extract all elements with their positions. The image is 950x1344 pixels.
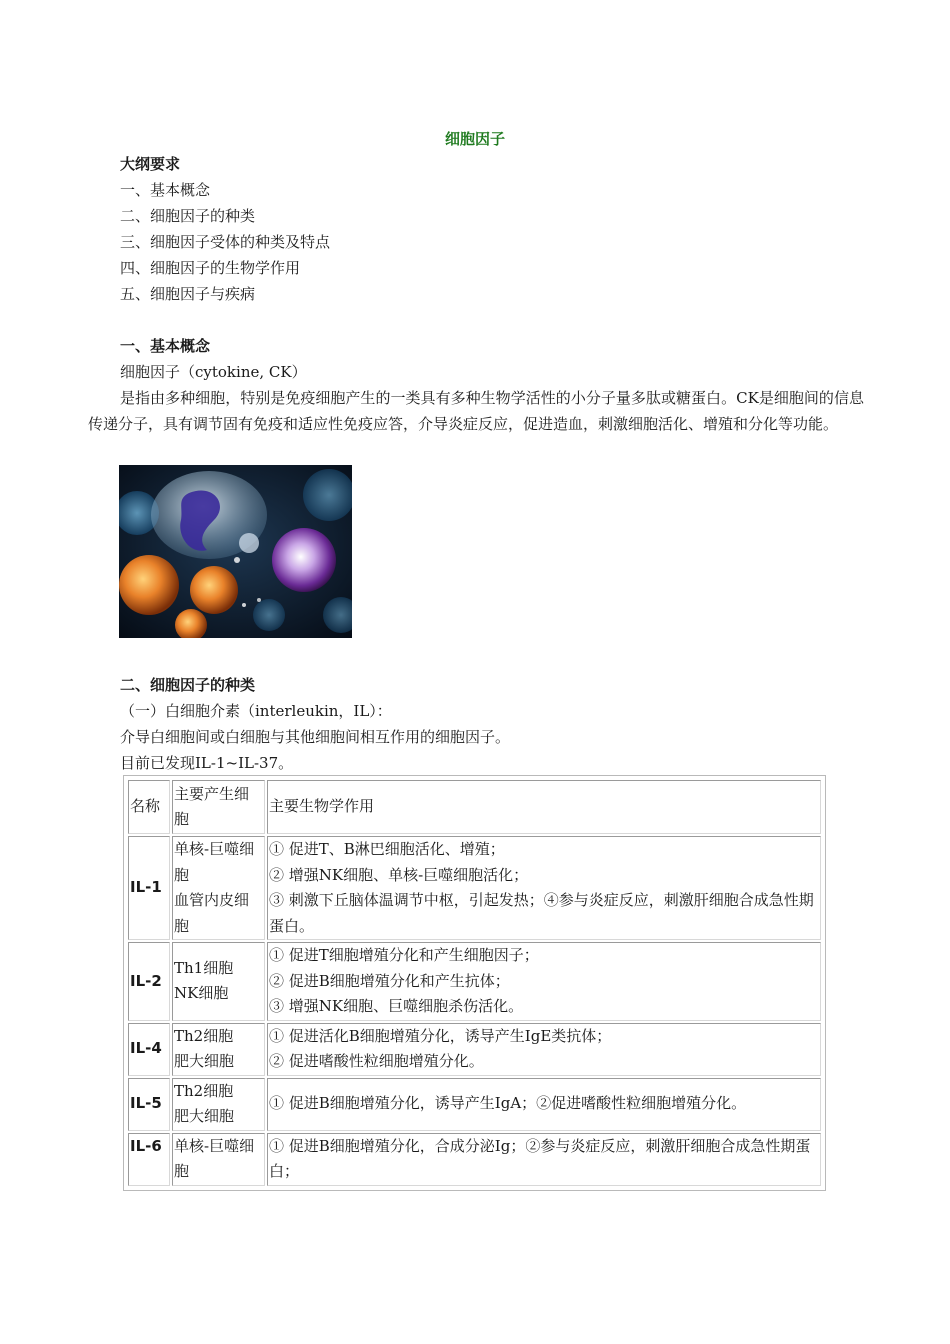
effect-line: ① 促进活化B细胞增殖分化，诱导产生IgE类抗体；	[269, 1026, 612, 1045]
subsection-heading: （一）白细胞介素（interleukin，IL）：	[120, 702, 392, 720]
outline-item: 五、细胞因子与疾病	[120, 285, 256, 303]
effect-line: ③ 刺激下丘脑体温调节中枢，引起发热；④参与炎症反应，刺激肝细胞合成急性期蛋白。	[269, 891, 814, 935]
biological-effects	[267, 836, 821, 940]
found-line: 目前已发现IL-1~IL-37。	[120, 754, 294, 772]
table-row	[128, 1078, 821, 1131]
section-heading: 一、基本概念	[120, 337, 211, 355]
outline-item: 二、细胞因子的种类	[120, 207, 256, 225]
producing-cells	[172, 1023, 265, 1076]
table-header-row	[128, 780, 821, 834]
biological-effects	[267, 1133, 821, 1186]
cell-line: Th1细胞	[174, 958, 234, 977]
effect-line: ① 促进B细胞增殖分化，诱导产生IgA；②促进嗜酸性粒细胞增殖分化。	[269, 1094, 747, 1113]
outline-item: 一、基本概念	[120, 181, 211, 199]
cell-line: 单核-巨噬细胞	[174, 1136, 255, 1180]
biological-effects	[267, 942, 821, 1021]
table-row	[128, 1133, 821, 1186]
effect-line: ① 促进B细胞增殖分化，合成分泌Ig；②参与炎症反应，刺激肝细胞合成急性期蛋白；	[269, 1136, 811, 1180]
outline-item: 三、细胞因子受体的种类及特点	[120, 233, 331, 251]
outline-item: 四、细胞因子的生物学作用	[120, 259, 301, 277]
description-line: 介导白细胞间或白细胞与其他细胞间相互作用的细胞因子。	[120, 728, 511, 746]
effect-line: ① 促进T、B淋巴细胞活化、增殖；	[269, 840, 505, 858]
header-cell: 主要产生细胞	[172, 780, 265, 834]
table-row	[128, 1023, 821, 1076]
effect-line: ③ 增强NK细胞、巨噬细胞杀伤活化。	[269, 997, 524, 1015]
interleukin-table	[123, 775, 826, 1191]
effect-line: ② 促进嗜酸性粒细胞增殖分化。	[269, 1052, 484, 1070]
cell-line: 肥大细胞	[174, 1052, 235, 1070]
il-name: IL-1	[128, 836, 170, 940]
cell-line: 单核-巨噬细胞	[174, 840, 255, 884]
table-row	[128, 942, 821, 1021]
cell-line: 血管内皮细胞	[174, 891, 250, 935]
il-name: IL-6	[128, 1133, 170, 1186]
cell-illustration-image	[119, 465, 352, 638]
section-heading: 二、细胞因子的种类	[120, 676, 256, 694]
header-cell: 名称	[128, 780, 170, 834]
cell-line: Th2细胞	[174, 1026, 234, 1045]
outline-heading: 大纲要求	[120, 155, 181, 173]
il-name: IL-2	[128, 942, 170, 1021]
cell-line: 肥大细胞	[174, 1107, 235, 1125]
term-line: 细胞因子（cytokine, CK）	[120, 363, 307, 381]
definition-paragraph: 是指由多种细胞，特别是免疫细胞产生的一类具有多种生物学活性的小分子量多肽或糖蛋白。CK是细胞间的信息传递分子，具有调节固有免疫和适应性免疫应答，介导炎症反应，促进造血，刺激细胞活化、增殖和分化等功能。	[88, 389, 864, 433]
page-title: 细胞因子	[444, 130, 505, 148]
cell-line: NK细胞	[174, 984, 229, 1003]
producing-cells	[172, 942, 265, 1021]
effect-line: ① 促进T细胞增殖分化和产生细胞因子；	[269, 946, 539, 964]
il-name: IL-4	[128, 1023, 170, 1076]
biological-effects	[267, 1078, 821, 1131]
table-row	[128, 836, 821, 940]
cell-line: Th2细胞	[174, 1081, 234, 1100]
biological-effects	[267, 1023, 821, 1076]
il-name: IL-5	[128, 1078, 170, 1131]
producing-cells	[172, 836, 265, 940]
producing-cells	[172, 1133, 265, 1186]
effect-line: ② 增强NK细胞、单核-巨噬细胞活化；	[269, 865, 529, 884]
header-cell: 主要生物学作用	[267, 780, 821, 834]
producing-cells	[172, 1078, 265, 1131]
effect-line: ② 促进B细胞增殖分化和产生抗体；	[269, 971, 510, 990]
